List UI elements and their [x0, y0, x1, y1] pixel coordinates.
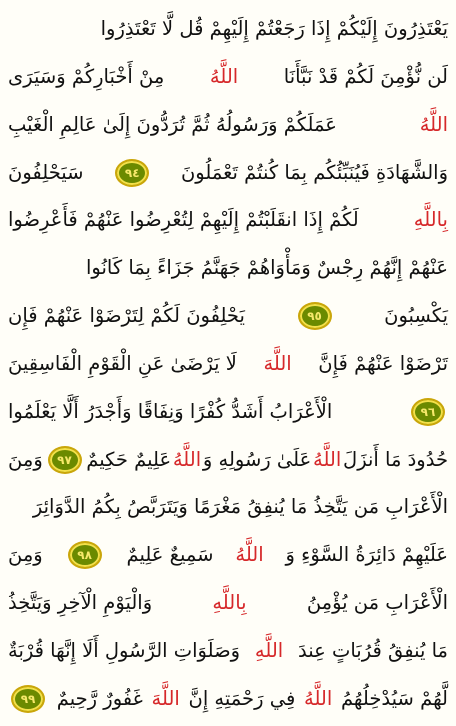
verse-text: عَلَىٰ رَسُولِهِ وَ — [202, 447, 312, 471]
ayah-number-marker — [68, 541, 102, 569]
divine-name-text: اللَّهُ — [172, 447, 202, 471]
verse-text: سَيَحْلِفُونَ — [8, 160, 84, 184]
verse-text: وَصَلَوَاتِ الرَّسُولِ أَلَا إِنَّهَا قُرْبَةٌ — [8, 638, 241, 662]
ayah-number-marker — [298, 302, 332, 330]
verse-text: يَكْسِبُونَ — [384, 304, 448, 328]
verse-text: فِي رَحْمَتِهِ إِنَّ — [188, 686, 296, 710]
verse-text: الْأَعْرَابِ مَن يُؤْمِنُ — [306, 591, 448, 615]
verse-text: عَمَلَكُمْ وَرَسُولُهُ ثُمَّ تُرَدُّونَ إِلَىٰ عَالِمِ الْغَيْبِ — [8, 112, 337, 136]
divine-name-text: اللَّهِ — [254, 638, 284, 662]
divine-name-text: اللَّهُ — [209, 64, 239, 88]
text-line — [8, 676, 448, 722]
text-line — [8, 628, 448, 674]
verse-text: لَن نُّؤْمِنَ لَكُمْ قَدْ نَبَّأَنَا — [283, 64, 448, 88]
verse-text: لَكُمْ إِذَا انقَلَبْتُمْ إِلَيْهِمْ لِتُعْرِضُوا عَنْهُمْ فَأَعْرِضُوا — [8, 208, 359, 232]
verse-text: وَمِنَ — [8, 543, 43, 567]
verse-text: حُدُودَ مَا أَنزَلَ — [343, 447, 448, 471]
verse-text: يَعْتَذِرُونَ إِلَيْكُمْ إِذَا رَجَعْتُمْ إِلَيْهِمْ قُل لَّا تَعْتَذِرُوا — [100, 17, 448, 40]
ayah-number: ٩٨ — [77, 548, 92, 563]
verse-text: وَمِنَ — [8, 447, 43, 471]
text-line — [8, 389, 448, 435]
text-line — [8, 6, 448, 52]
text-line — [8, 102, 448, 148]
ayah-number-marker — [115, 159, 149, 187]
divine-name-text: اللَّهُ — [419, 112, 448, 136]
verse-text: يَحْلِفُونَ لَكُمْ لِتَرْضَوْا عَنْهُمْ فَإِن — [8, 304, 245, 328]
verse-text: لَا يَرْضَىٰ عَنِ الْقَوْمِ الْفَاسِقِينَ — [8, 351, 237, 375]
verse-text: الْأَعْرَابُ أَشَدُّ كُفْرًا وَنِفَاقًا وَأَجْدَرُ أَلَّا يَعْلَمُوا — [8, 399, 333, 423]
verse-text: عَلِيمٌ حَكِيمٌ — [86, 447, 172, 471]
divine-name-text: اللَّهَ — [263, 351, 292, 375]
verse-text: وَالْيَوْمِ الْآخِرِ وَيَتَّخِذُ — [8, 591, 153, 615]
divine-name-text: بِاللَّهِ — [212, 591, 247, 615]
verse-text: مِنْ أَخْبَارِكُمْ وَسَيَرَى — [8, 64, 165, 88]
text-line — [8, 54, 448, 100]
ayah-number-marker — [48, 446, 82, 474]
ayah-number: ٩٥ — [307, 309, 322, 324]
verse-text: عَنْهُمْ إِنَّهُمْ رِجْسٌ وَمَأْوَاهُمْ جَهَنَّمُ جَزَاءً بِمَا كَانُوا — [85, 256, 448, 280]
text-line — [8, 437, 448, 483]
text-line — [8, 293, 448, 339]
verse-text: وَالشَّهَادَةِ فَيُنَبِّئُكُم بِمَا كُنتُمْ تَعْمَلُونَ — [180, 160, 448, 184]
divine-name-text: اللَّهُ — [235, 543, 264, 567]
text-line — [8, 532, 448, 578]
ayah-number: ٩٧ — [57, 452, 72, 467]
text-line — [8, 245, 448, 291]
text-line — [8, 580, 448, 626]
verse-text: تَرْضَوْا عَنْهُمْ فَإِنَّ — [318, 351, 448, 375]
verse-text: لَّهُمْ سَيُدْخِلُهُمُ — [340, 686, 448, 710]
text-line — [8, 150, 448, 196]
verse-text: الْأَعْرَابِ مَن يَتَّخِذُ مَا يُنفِقُ مَغْرَمًا وَيَتَرَبَّصُ بِكُمُ الدَّوَائِرَ — [32, 495, 448, 519]
divine-name-text: اللَّهُ — [313, 447, 342, 471]
ayah-number: ٩٤ — [124, 165, 140, 180]
ayah-number-marker — [411, 398, 445, 426]
divine-name-text: اللَّهُ — [303, 686, 333, 710]
text-line — [8, 197, 448, 243]
divine-name-text: اللَّهَ — [151, 686, 180, 710]
verse-text: غَفُورٌ رَّحِيمٌ — [56, 686, 143, 710]
text-line — [8, 484, 448, 530]
verse-text: مَا يُنفِقُ قُرُبَاتٍ عِندَ — [298, 638, 448, 662]
verse-text: عَلَيْهِمْ دَائِرَةُ السَّوْءِ وَ — [285, 543, 448, 567]
verse-lines — [8, 6, 448, 722]
divine-name-text: بِاللَّهِ — [413, 208, 448, 232]
verse-text: سَمِيعٌ عَلِيمٌ — [126, 543, 214, 567]
ayah-number-marker — [11, 685, 45, 713]
ayah-number: ٩٦ — [420, 404, 436, 419]
text-line — [8, 341, 448, 387]
ayah-number: ٩٩ — [20, 691, 36, 706]
